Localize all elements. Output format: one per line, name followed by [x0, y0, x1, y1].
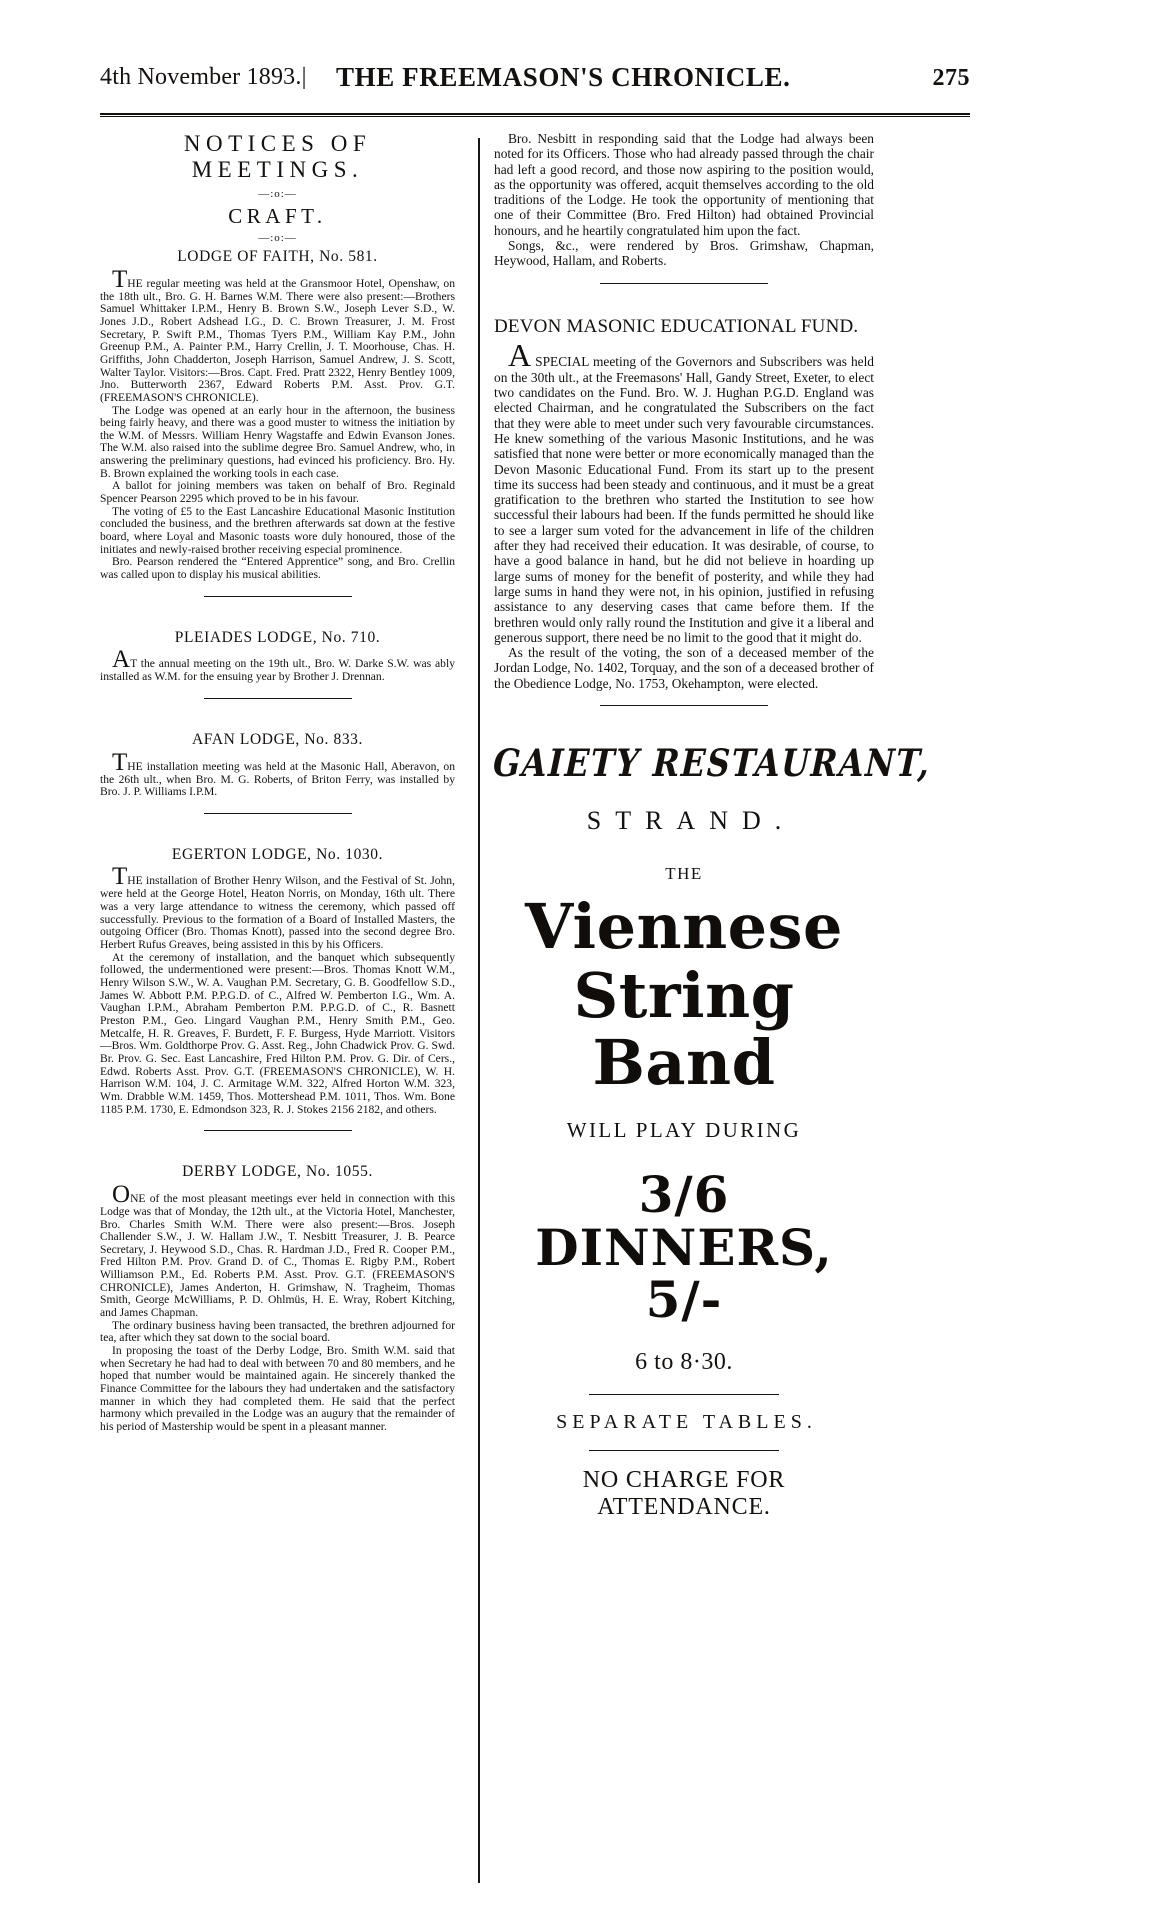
ad-serving-times: 6 to 8·30.	[635, 1348, 733, 1375]
right-column	[492, 131, 932, 1906]
lodge-heading: EGERTON LODGE, No. 1030.	[171, 845, 384, 863]
article-paragraph: THE regular meeting was held at the Gransmoor Hotel, Openshaw, on the 18th ult., Bro. G. H. Barnes W.M. There were also present:—Brothers Samuel Whittaker I.P.M., Henry B. Brown S.W., Joseph Lever S.D., W. Jones J.D., Robert Adshead I.G., D. C. Brown Treasurer, J. M. Frost Secretary, P. Swift P.M., Thomas Tyers P.M., William Kay P.M., John Greenup P.M., A. Painter P.M., Harry Crellin, J. T. Moorhouse, Chas. H. Griffiths, John Chadderton, Joseph Harrison, Samuel Andrew, J. S. Scott, Walter Taylor. Visitors:—Bros. Capt. Fred. Pratt 2322, Henry Bentley 1009, Jno. Butterworth 2367, Edward Roberts P.M. Asst. Prov. G.T. (FREEMASON'S CHRONICLE).	[100, 265, 455, 404]
advertisement-gaiety-restaurant[interactable]	[492, 740, 932, 1521]
article-paragraph: Bro. Nesbitt in responding said that the Lodge had always been noted for its Officers. Those who had already passed through the chair had left a good record, and those now aspiring to the position would, as the opportunity was offered, acquit themselves according to the old traditions of the Lodge. He took the opportunity of mentioning that one of their Committee (Bro. Fred Hilton) had obtained Provincial honours, and he heartily congratulated him upon the fact.	[494, 131, 874, 238]
article-paragraph: ONE of the most pleasant meetings ever held in connection with this Lodge was that of Monday, the 12th ult., at the Victoria Hotel, Manchester, Bro. Charles Smith W.M. There were also present:—Bros. Joseph Challender S.W., J. W. Hallam J.W., T. Nesbitt Treasurer, J. B. Pearce Secretary, J. Heywood S.D., Chas. R. Hardman J.D., Fred R. Cooper P.M., Fred Hilton P.M. Prov. Grand D. of C., Thomas E. Rigby P.M., Robert Williamson P.M., Ed. Roberts P.M. Asst. Prov. G.T. (FREEMASON'S CHRONICLE), James Anderton, H. Grimshaw, N. Tragheim, Thomas Smith, George McWilliams, P. D. Ohlmüs, H. E. Wray, Robert Kitching, and James Chapman.	[100, 1180, 455, 1320]
lodge-heading: LODGE OF FAITH, No. 581.	[177, 248, 378, 266]
article-continuation	[494, 131, 874, 269]
article-paragraph: The Lodge was opened at an early hour in the afternoon, the business being fairly heavy, and there was a good muster to witness the initiation by the W.M. of Messrs. William Henry Wagstaffe and Edwin Evanson Jones. The W.M. also raised into the sublime degree Bro. Samuel Andrew, who, in answering the preliminary questions, had evinced his proficiency. Bro. Hy. B. Brown explained the working tools in each case.	[100, 403, 455, 480]
article-afan-lodge	[100, 731, 455, 799]
article-paragraph: AT the annual meeting on the 19th ult., Bro. W. Darke S.W. was ably installed as W.M. for the ensuing year by Brother J. Drennan.	[100, 646, 455, 684]
article-separator	[204, 698, 352, 699]
lodge-heading: PLEIADES LODGE, No. 710.	[174, 628, 381, 646]
masthead	[100, 64, 970, 104]
issue-date: 4th November 1893.|	[100, 64, 307, 90]
spacer	[494, 720, 874, 738]
article-separator	[204, 813, 352, 814]
lodge-heading: DERBY LODGE, No. 1055.	[182, 1163, 373, 1181]
article-separator	[600, 283, 768, 284]
fund-heading: DEVON MASONIC EDUCATIONAL FUND.	[494, 315, 859, 337]
ad-separate-tables: SEPARATE TABLES.	[556, 1410, 817, 1433]
ad-rule-2	[589, 1450, 779, 1451]
article-paragraph: As the result of the voting, the son of a deceased member of the Jordan Lodge, No. 1402, Torquay, and the son of a deceased brother of the Obedience Lodge, No. 1753, Okehampton, were elected.	[494, 645, 874, 691]
article-paragraph: Songs, &c., were rendered by Bros. Grimshaw, Chapman, Heywood, Hallam, and Roberts.	[494, 238, 874, 269]
ad-no-charge-notice: NO CHARGE FOR ATTENDANCE.	[582, 1466, 786, 1520]
page-title: NOTICES OF MEETINGS.	[183, 131, 372, 183]
ad-dinner-prices: 3/6 DINNERS, 5/-	[535, 1165, 833, 1330]
ornament-rule-2: —:o:—	[258, 232, 297, 245]
advertisement-separator	[600, 705, 768, 706]
article-paragraph: The ordinary business having been transacted, the brethren adjourned for tea, after which they sat down to the social board.	[100, 1318, 455, 1345]
ad-band-name-line1: Viennese	[525, 889, 843, 963]
ad-rule-1	[589, 1394, 779, 1395]
article-derby-lodge	[100, 1163, 455, 1433]
article-pleiades-lodge	[100, 629, 455, 684]
article-paragraph: A ballot for joining members was taken on behalf of Bro. Reginald Spencer Pearson 2295 which proved to be in his favour.	[100, 479, 455, 506]
ad-street-name: STRAND.	[586, 805, 796, 835]
ad-band-name-line2: String Band	[573, 958, 795, 1099]
craft-heading: CRAFT.	[228, 203, 327, 228]
spacer	[100, 828, 455, 846]
spacer	[100, 713, 455, 731]
article-paragraph: Bro. Pearson rendered the “Entered Apprentice” song, and Bro. Crellin was called upon to display his musical abilities.	[100, 555, 455, 582]
article-separator	[204, 596, 352, 597]
article-separator	[204, 1130, 352, 1131]
page-number: 275	[932, 65, 970, 91]
spacer	[494, 298, 874, 316]
column-divider	[478, 138, 480, 1883]
left-column	[100, 131, 455, 1906]
ad-will-play-during: WILL PLAY DURING	[566, 1118, 802, 1143]
article-paragraph: THE installation of Brother Henry Wilson, and the Festival of St. John, were held at the George Hotel, Heaton Norris, on Monday, 16th ult. There was a very large attendance to witness the ceremony, which passed off successfully. Previous to the formation of a Board of Installed Masters, the outgoing Officer (Bro. Thomas Knott), passed into the second degree Bro. Herbert Rufus Greaves, being assisted in this by his Officers.	[100, 863, 455, 952]
article-egerton-lodge	[100, 846, 455, 1116]
ad-restaurant-name: GAIETY RESTAURANT,	[492, 740, 932, 786]
article-paragraph: A SPECIAL meeting of the Governors and Subscribers was held on the 30th ult., at the Freemasons' Hall, Gandy Street, Exeter, to elect two candidates on the Fund. Bro. W. J. Hughan P.G.D. England was elected Chairman, and he congratulated the Subscribers on the fact that they were able to meet under such very favourable circumstances. He knew something of the various Masonic Institutions, and he was satisfied that none were better or more economically managed than the Devon Masonic Educational Fund. From its start up to the present time its success had been steady and continuous, and it must be a great gratification to the brethren who started the Institution to see how successful their labours had been. If the funds permitted he should like to see a larger sum voted for the advancement in life of the children after they had received their education. It was desirable, of course, to have a good balance in hand, but he did not believe in hoarding up large sums of money for the benefit of posterity, and while they had large sums in hand they were not, in his opinion, justified in refusing assistance to any deserving cases that came before them. If the brethren would only rally round the Institution and give it a liberal and generous support, there need be no limit to the good that it might do.	[494, 337, 874, 645]
lodge-heading: AFAN LODGE, No. 833.	[191, 730, 363, 748]
article-paragraph: THE installation meeting was held at the Masonic Hall, Aberavon, on the 26th ult., when Bro. M. G. Roberts, of Briton Ferry, was installed by Bro. J. P. Williams I.P.M.	[100, 748, 455, 799]
publication-title: THE FREEMASON'S CHRONICLE.	[336, 62, 791, 92]
ad-the-label: THE	[665, 863, 703, 883]
article-devon-masonic-fund	[494, 316, 874, 691]
ornament-rule-1: —:o:—	[258, 187, 297, 200]
spacer	[100, 611, 455, 629]
article-paragraph: In proposing the toast of the Derby Lodge, Bro. Smith W.M. said that when Secretary he had had to deal with between 70 and 80 members, and he hoped that number would be maintained again. He sincerely thanked the Finance Committee for the labours they had undertaken and the satisfactory manner in which they had completed them. He said that the perfect harmony which prevailed in the Lodge was an augury that the remainder of his period of Mastership would be spent in a pleasant manner.	[100, 1344, 455, 1434]
article-lodge-of-faith	[100, 248, 455, 582]
article-paragraph: At the ceremony of installation, and the banquet which subsequently followed, the undermentioned were present:—Bros. Thomas Knott W.M., Henry Wilson S.W., W. A. Vaughan P.M. Secretary, G. B. Goodfellow S.D., James W. Abbott P.M. P.P.G.D. of C., Alfred W. Pemberton I.G., Wm. A. Vaughan I.P.M., Abraham Pemberton P.M. P.P.G.D. of C., R. Basnett Preston P.M., Geo. Lingard Vaughan P.M., Henry Smith P.M., Geo. Metcalfe, H. R. Greaves, F. Burdett, F. F. Burgess, Hyde Marriott. Visitors—Bros. Wm. Goldthorpe Prov. G. Asst. Reg., John Chadwick Prov. G. Swd. Br. Prov. G. Sec. East Lancashire, Fred Hilton P.M. Prov. G. Dir. of Cers., Edwd. Roberts Asst. Prov. G.T. (FREEMASON'S CHRONICLE), W. H. Harrison W.M. 104, J. C. Armitage W.M. 322, Alfred Horton W.M. 323, Wm. Drabble W.M. 1459, Thos. Mottershead P.M. 1011, Thos. Wm. Bone 1185 P.M. 1730, E. Edmondson 323, R. J. Stokes 2156 2182, and others.	[100, 950, 455, 1116]
masthead-rule	[100, 113, 970, 117]
article-paragraph: The voting of £5 to the East Lancashire Educational Masonic Institution concluded the business, and the brethren afterwards sat down at the festive board, where Loyal and Masonic toasts wore duly honoured, those of the initiates and newly-raised brother receiving especial prominence.	[100, 504, 455, 556]
spacer	[100, 1145, 455, 1163]
